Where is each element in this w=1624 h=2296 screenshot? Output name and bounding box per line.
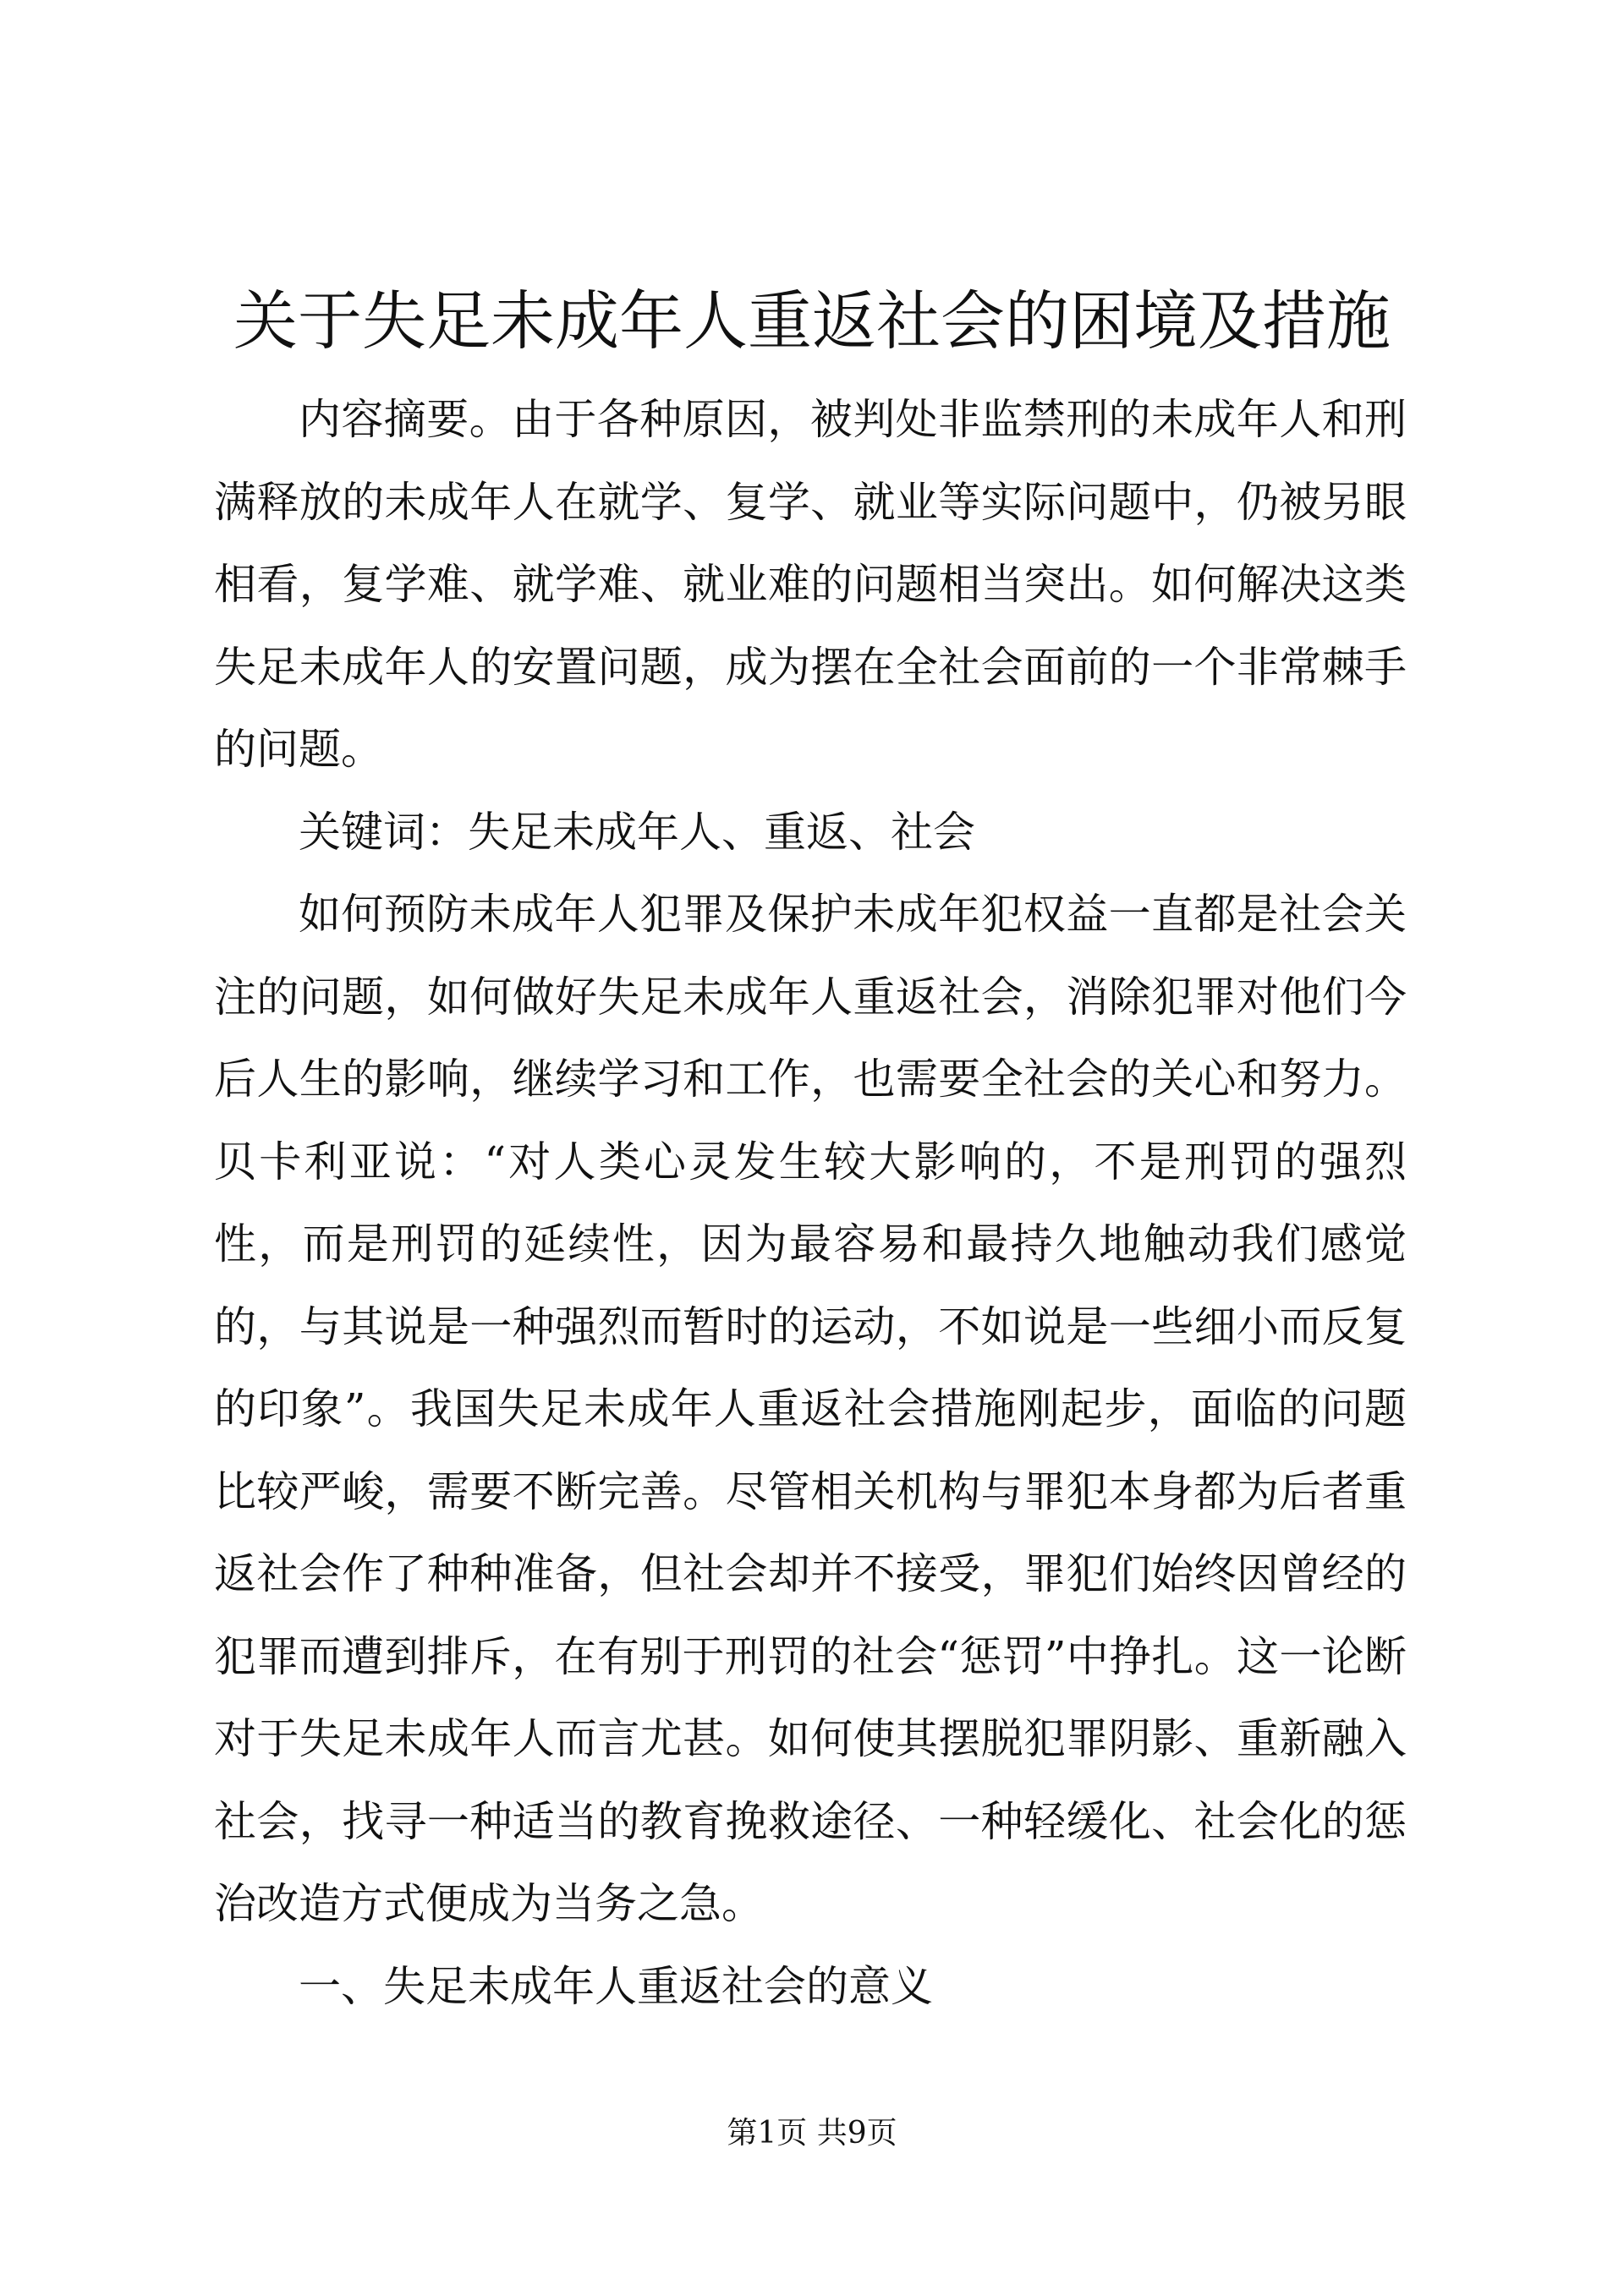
keywords-paragraph: 关键词：失足未成年人、重返、社会: [299, 807, 975, 857]
document-title: 关于失足未成年人重返社会的困境及措施: [233, 283, 1391, 359]
intro-paragraph: 如何预防未成年人犯罪及保护未成年犯权益一直都是社会关注的问题，如何做好失足未成年人重返社会，消除犯罪对他们今后人生的影响，继续学习和工作，也需要全社会的关心和努力。贝卡利亚说：“对人类心灵发生较大影响的，不是刑罚的强烈性，而是刑罚的延续性，因为最容易和最持久地触动我们感觉的，与其说是一种强烈而暂时的运动，不如说是一些细小而反复的印象”。我国失足未成年人重返社会措施刚起步，面临的问题比较严峻，需要不断完善。尽管相关机构与罪犯本身都为后者重返社会作了种种准备，但社会却并不接受，罪犯们始终因曾经的犯罪而遭到排斥，在有别于刑罚的社会“惩罚”中挣扎。这一论断对于失足未成年人而言尤甚。如何使其摆脱犯罪阴影、重新融入社会，找寻一种适当的教育挽救途径、一种轻缓化、社会化的惩治改造方式便成为当务之急。: [214, 890, 1407, 1928]
page-footer: 第1页 共9页: [727, 2116, 897, 2151]
abstract-paragraph: 内容摘要。由于各种原因，被判处非监禁刑的未成年人和刑满释放的未成年人在就学、复学、就业等实际问题中，仍被另眼相看，复学难、就学难、就业难的问题相当突出。如何解决这类失足未成年人的安置问题，成为摆在全社会面前的一个非常棘手的问题。: [214, 395, 1407, 774]
section-heading: 一、失足未成年人重返社会的意义: [299, 1961, 933, 2011]
document-body: [214, 379, 1407, 2028]
